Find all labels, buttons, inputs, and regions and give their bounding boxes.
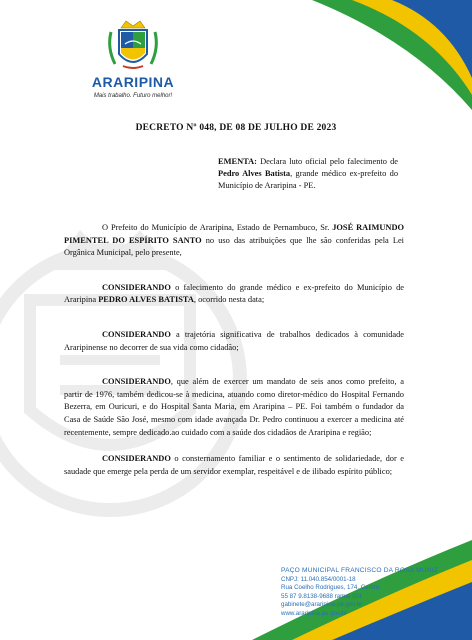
paragraph-preamble: [64, 222, 404, 260]
deceased-name: PEDRO ALVES BATISTA: [98, 295, 194, 305]
mayor-name: JOSÉ RAIMUNDO PIMENTEL DO ESPÍRITO SANTO: [64, 223, 405, 245]
considerando-1-text-1: o falecimento do grande médico e ex-prefeito do Município de Araripina: [64, 282, 404, 305]
footer-email[interactable]: gabinete@araripina.pe.gov.br: [281, 601, 363, 609]
footer-phone: 55 87 9.8138-9688 ramal 101: [281, 592, 363, 600]
considerando-label: CONSIDERANDO: [102, 329, 171, 339]
corner-stripes-top: [272, 0, 472, 110]
considerando-3-text: , que além de exercer um mandato de seis anos como prefeito, a partir de 1976, também dedicou-se à medicina, atuando como diretor-médico do Hospital Fernando Bezerra, em Ouricuri, e do Hospital Santa Maria, em Araripina – PE. Foi também o fundador da Casa de Saúde São José, mesmo com idade avançada Dr. Pedro continuou a exercer a medicina até recentemente, sempre dedicado.ao cuidado com a saúde dos cidadãos de Araripina e região;: [64, 377, 404, 437]
paragraph-considerando-1: [64, 282, 404, 307]
paragraph-considerando-3: [64, 376, 404, 439]
ementa-name: Pedro Alves Batista: [218, 169, 291, 178]
considerando-label: CONSIDERANDO: [102, 377, 171, 387]
decree-title: DECRETO Nº 048, DE 08 DE JULHO DE 2023: [135, 123, 337, 133]
logo-slogan: Mais trabalho. Futuro melhor!: [93, 93, 173, 99]
ementa-label: EMENTA:: [218, 157, 257, 166]
considerando-label: CONSIDERANDO: [102, 282, 171, 292]
logo-wordmark: ARARIPINA: [91, 74, 175, 90]
preamble-text-2: no uso das atribuições que lhe são conferidas pela Lei Orgânica Municipal, pelo presente,: [64, 235, 404, 258]
considerando-4-text: o consternamento familiar e o sentimento de solidariedade, dor e saudade que emerge pela perda de um servidor exemplar, respeitável e de ilibado espírito público;: [64, 454, 404, 476]
considerando-label: CONSIDERANDO: [102, 454, 171, 464]
city-logo: [88, 18, 178, 118]
ementa-text-2: , grande médico ex-prefeito do Município de Araripina - PE.: [218, 169, 399, 190]
footer-address: Rua Coelho Rodrigues, 174, Centro: [281, 584, 380, 592]
ementa-block: [218, 156, 398, 192]
footer-website[interactable]: www.araripina.pe.gov.br: [281, 609, 347, 617]
considerando-1-text-2: , ocorrido nesta data;: [193, 295, 265, 305]
footer-org: PAÇO MUNICIPAL FRANCISCO DA ROSA MUNIZ: [281, 567, 438, 574]
footer-contact: [281, 567, 471, 619]
decree-body: [64, 222, 404, 500]
considerando-2-text: a trajetória significativa de trabalhos dedicados à comunidade Araripinense no decorrer de sua vida como cidadão;: [64, 329, 404, 352]
ementa-text-1: Declara luto oficial pelo falecimento de: [256, 157, 398, 166]
preamble-text-1: O Prefeito do Município de Araripina, Estado de Pernambuco, Sr.: [102, 223, 333, 232]
paragraph-considerando-4: [64, 453, 404, 478]
paragraph-considerando-2: [64, 329, 404, 354]
city-crest-icon: [103, 18, 163, 74]
footer-cnpj: CNPJ: 11.040.854/0001-18: [281, 575, 356, 583]
